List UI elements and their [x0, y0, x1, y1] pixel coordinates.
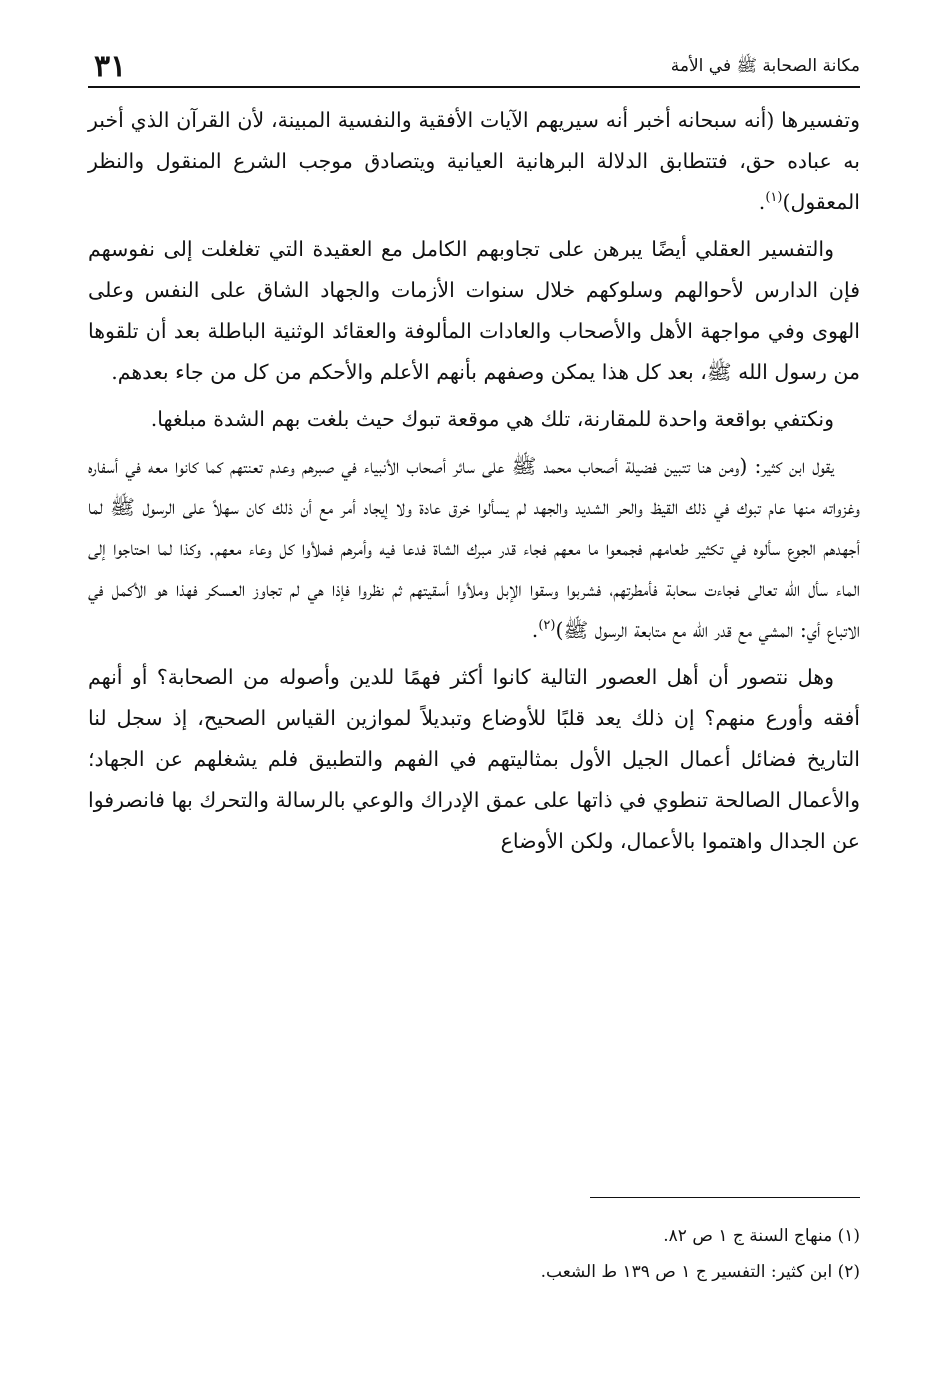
paragraph-5 [88, 657, 860, 862]
body-text [88, 100, 860, 862]
paragraph-1 [88, 100, 860, 223]
paragraph-text: ونكتفي بواقعة واحدة للمقارنة، تلك هي موقعة تبوك حيث بلغت بهم الشدة مبلغها. [150, 407, 834, 431]
footnote-1: (١) منهاج السنة ج ١ ص ٨٢. [663, 1226, 860, 1246]
footnote-ref-1: (١) [765, 190, 783, 206]
paragraph-2 [88, 229, 860, 393]
paragraph-text: وتفسيرها (أنه سبحانه أخبر أنه سيريهم الآيات الأفقية والنفسية المبينة، لأن القرآن الذي أخبر به عباده حق، فتتطابق الدلالة البرهانية العيانية ويتصادق موجب الشرع المنقول والنظر المعقول) [88, 108, 860, 214]
footnote-ref-2: (٢) [538, 618, 556, 634]
running-title: مكانة الصحابة ﷺ في الأمة [670, 56, 860, 76]
footnotes [88, 1218, 860, 1290]
footnote-separator [590, 1197, 860, 1198]
paragraph-text: وهل نتصور أن أهل العصور التالية كانوا أكثر فهمًا للدين وأصوله من الصحابة؟ أو أنهم أفقه وأورع منهم؟ إن ذلك يعد قلبًا للأوضاع وتبديلاً لموازين القياس الصحيح، إذ سجل لنا التاريخ فضائل أعمال الجيل الأول بمثاليتهم في الفهم والتطبيق فلم يشغلهم عن الجهاد؛ والأعمال الصالحة تنطوي في ذاتها على عمق الإدراك والوعي بالرسالة والتحرك بها فانصرفوا عن الجدال واهتموا بالأعمال، ولكن الأوضاع [88, 665, 860, 853]
book-page [88, 50, 860, 1340]
footnote-2: (٢) ابن كثير: التفسير ج ١ ص ١٣٩ ط الشعب. [540, 1262, 860, 1282]
paragraph-4 [88, 446, 860, 651]
page-header [88, 50, 860, 88]
page-number: ٣١ [94, 49, 127, 84]
paragraph-tail: . [531, 618, 539, 642]
paragraph-tail: . [758, 190, 766, 214]
paragraph-3 [88, 399, 860, 440]
paragraph-text: والتفسير العقلي أيضًا يبرهن على تجاوبهم الكامل مع العقيدة التي تغلغلت إلى نفوسهم فإن الدارس لأحوالهم وسلوكهم خلال سنوات الأزمات والجهاد الشاق على النفس وعلى الهوى وفي مواجهة الأهل والأصحاب والعادات المألوفة والعقائد الوثنية الباطلة بعد أن تلقوها من رسول الله ﷺ، بعد كل هذا يمكن وصفهم بأنهم الأعلم والأحكم من كل من جاء بعدهم. [88, 237, 860, 384]
paragraph-text: يقول ابن كثير: (ومن هنا تتبين فضيلة أصحاب محمد ﷺ على سائر أصحاب الأنبياء في صبرهم وعدم تعنتهم كما كانوا معه في أسفاره وغزواته منها عام تبوك في ذلك القيظ والحر الشديد والجهد لم يسألوا خرق عادة ولا إيجاد أمر مع أن ذلك كان سهلاً على الرسول ﷺ لما أجهدهم الجوع سألوه في تكثير طعامهم فجمعوا ما معهم فجاء قدر مبرك الشاة فدعا فيه وأمرهم فملأوا كل وعاء معهم. وكذا لما احتاجوا إلى الماء سأل الله تعالى فجاءت سحابة فأمطرتهم، فشربوا وسقوا الإبل وملأوا أسقيتهم ثم نظروا فإذا هي لم تجاوز العسكر فهذا هو الأكمل في الاتباع أي: المشي مع قدر الله مع متابعة الرسول ﷺ) [88, 454, 860, 642]
